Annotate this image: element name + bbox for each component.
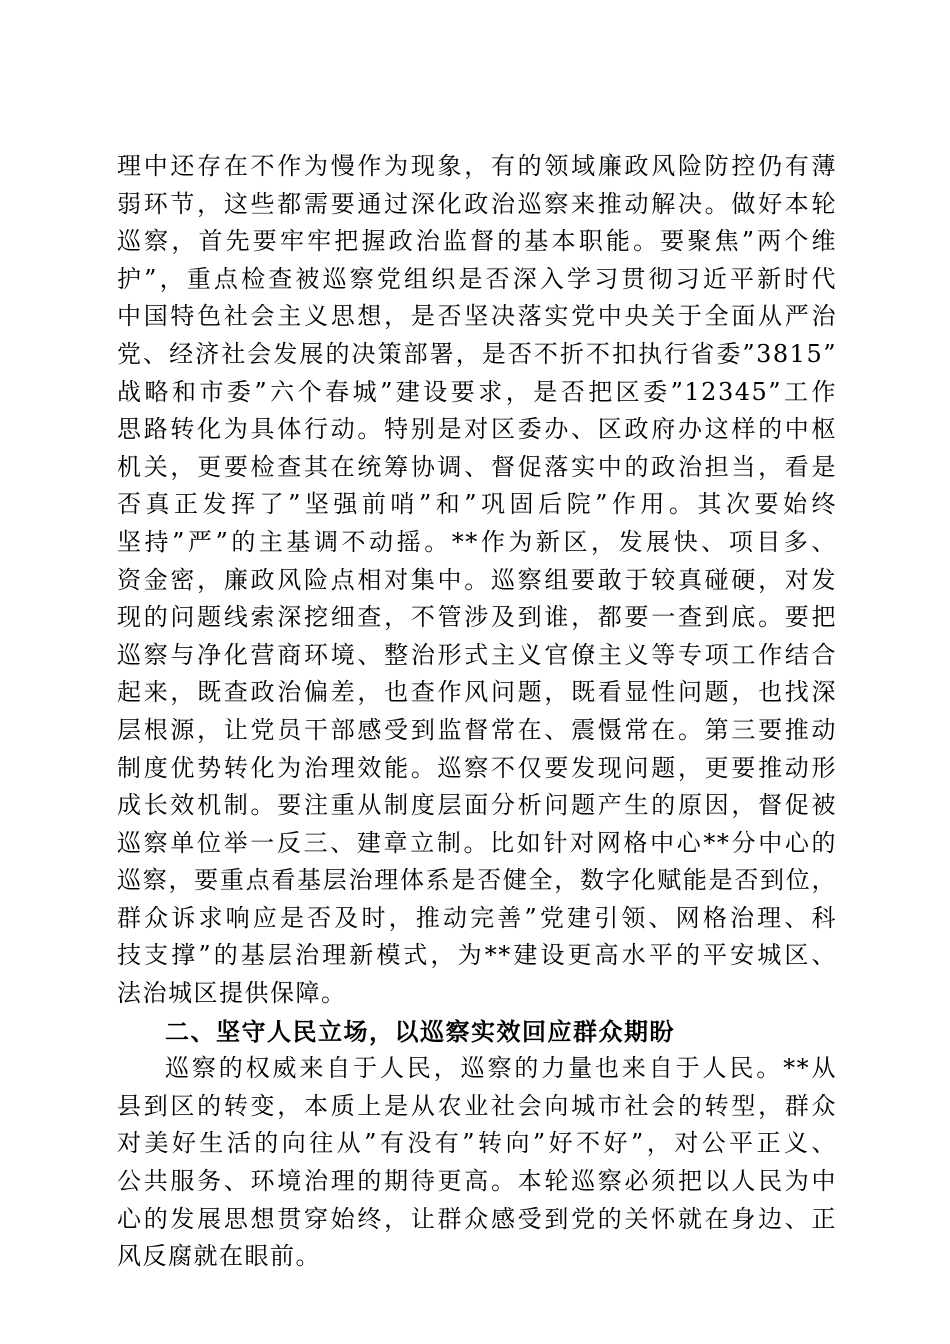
text-line: 起来，既查政治偏差，也查作风问题，既看显性问题，也找深 (117, 678, 837, 707)
text-line: 心的发展思想贯穿始终，让群众感受到党的关怀就在身边、正 (117, 1204, 837, 1233)
text-line: 群众诉求响应是否及时，推动完善”党建引领、网格治理、科 (117, 903, 837, 932)
text-line: 否真正发挥了”坚强前哨”和”巩固后院”作用。其次要始终 (117, 490, 837, 519)
text-line: 风反腐就在眼前。 (117, 1242, 321, 1271)
document-body (117, 148, 837, 1276)
text-line: 巡察，要重点看基层治理体系是否健全，数字化赋能是否到位， (117, 866, 837, 895)
text-line: 技支撑”的基层治理新模式，为**建设更高水平的平安城区、 (117, 941, 837, 970)
text-line: 思路转化为具体行动。特别是对区委办、区政府办这样的中枢 (117, 415, 837, 444)
text-line: 中国特色社会主义思想，是否坚决落实党中央关于全面从严治 (117, 302, 837, 331)
text-line: 制度优势转化为治理效能。巡察不仅要发现问题，更要推动形 (117, 753, 837, 782)
text-line: 机关，更要检查其在统筹协调、督促落实中的政治担当，看是 (117, 452, 837, 481)
text-line: 弱环节，这些都需要通过深化政治巡察来推动解决。做好本轮 (117, 189, 837, 218)
paragraph-2 (117, 1050, 837, 1276)
text-line: 县到区的转变，本质上是从农业社会向城市社会的转型，群众 (117, 1091, 837, 1120)
text-line: 巡察单位举一反三、建章立制。比如针对网格中心**分中心的 (117, 828, 837, 857)
text-line: 党、经济社会发展的决策部署，是否不折不扣执行省委”3815” (117, 339, 837, 368)
text-line: 法治城区提供保障。 (117, 979, 347, 1008)
text-line: 坚持”严”的主基调不动摇。**作为新区，发展快、项目多、 (117, 527, 837, 556)
text-line: 层根源，让党员干部感受到监督常在、震慑常在。第三要推动 (117, 715, 837, 744)
text-line: 对美好生活的向往从”有没有”转向”好不好”，对公平正义、 (117, 1129, 837, 1158)
text-line: 资金密，廉政风险点相对集中。巡察组要敢于较真碰硬，对发 (117, 565, 837, 594)
text-line: 理中还存在不作为慢作为现象，有的领域廉政风险防控仍有薄 (117, 152, 837, 180)
text-line: 巡察与净化营商环境、整治形式主义官僚主义等专项工作结合 (117, 640, 837, 669)
text-line: 公共服务、环境治理的期待更高。本轮巡察必须把以人民为中 (117, 1167, 837, 1196)
paragraph-1 (117, 148, 837, 1013)
text-line: 巡察，首先要牢牢把握政治监督的基本职能。要聚焦”两个维 (117, 227, 837, 256)
text-line: 现的问题线索深挖细查，不管涉及到谁，都要一查到底。要把 (117, 603, 837, 632)
text-line: 巡察的权威来自于人民，巡察的力量也来自于人民。**从 (165, 1054, 837, 1083)
text-line: 战略和市委”六个春城”建设要求，是否把区委”12345”工作 (117, 377, 837, 406)
text-line: 成长效机制。要注重从制度层面分析问题产生的原因，督促被 (117, 791, 837, 820)
text-line: 护”，重点检查被巡察党组织是否深入学习贯彻习近平新时代 (117, 264, 837, 293)
section-heading: 二、坚守人民立场，以巡察实效回应群众期盼 (165, 1016, 675, 1046)
